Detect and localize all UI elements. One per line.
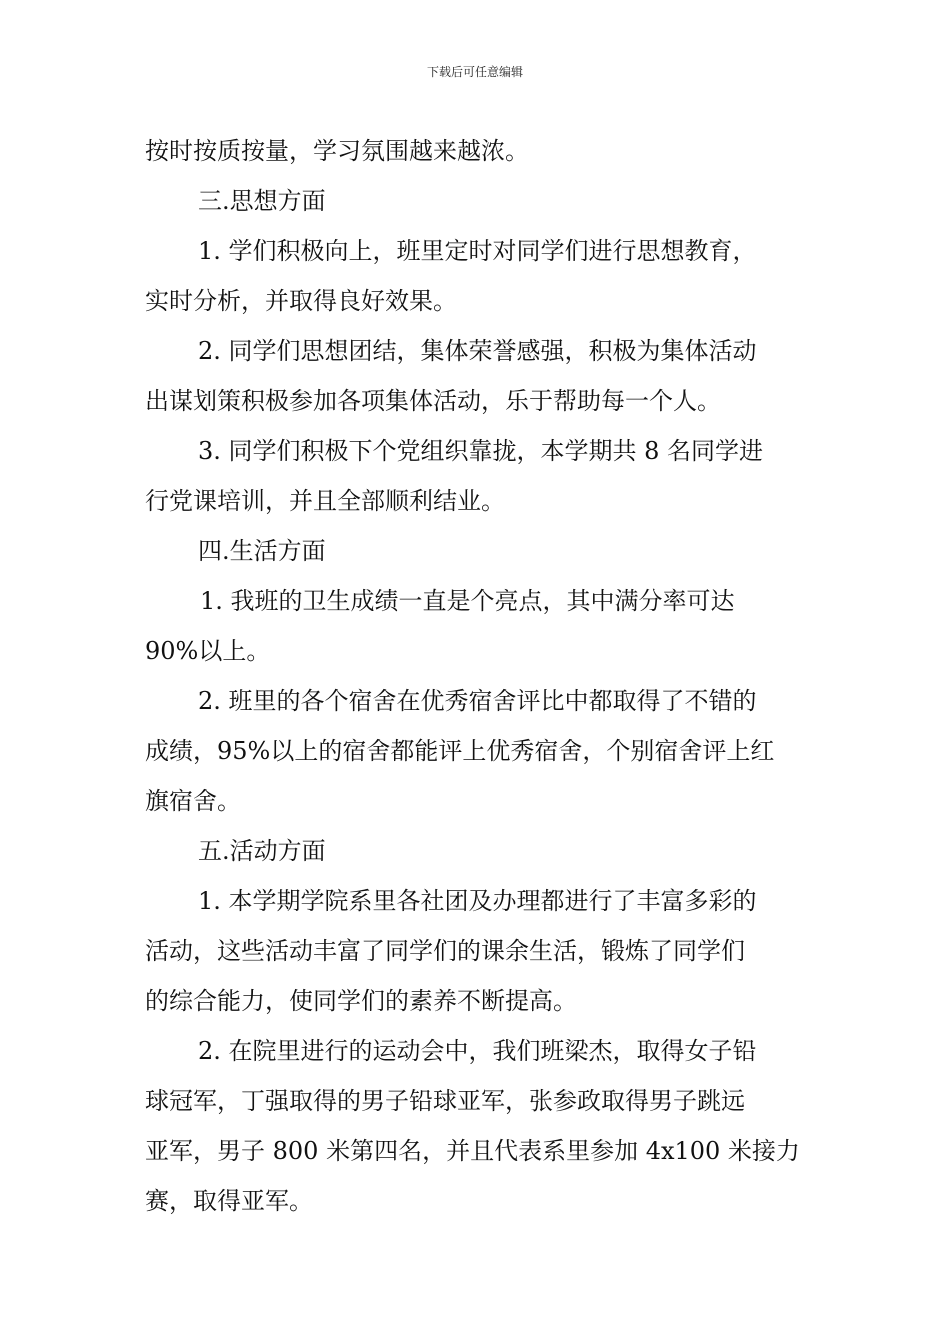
page-header: 下载后可任意编辑	[426, 65, 523, 79]
section-heading: 三.思想方面	[198, 187, 326, 215]
body-line: 赛，取得亚军。	[145, 1187, 313, 1215]
document-body	[145, 126, 807, 1226]
section-heading: 四.生活方面	[198, 537, 326, 565]
numbered-item: 1. 学们积极向上，班里定时对同学们进行思想教育，	[198, 237, 757, 265]
numbered-item: 1. 我班的卫生成绩一直是个亮点，其中满分率可达	[200, 587, 735, 615]
body-line: 出谋划策积极参加各项集体活动，乐于帮助每一个人。	[145, 387, 721, 415]
body-line: 球冠军，丁强取得的男子铅球亚军，张参政取得男子跳远	[145, 1087, 745, 1115]
numbered-item: 3. 同学们积极下个党组织靠拢，本学期共 8 名同学进	[198, 437, 764, 465]
body-line: 亚军，男子 800 米第四名，并且代表系里参加 4x100 米接力	[145, 1137, 800, 1165]
body-line: 行党课培训，并且全部顺利结业。	[145, 487, 505, 515]
body-line: 按时按质按量，学习氛围越来越浓。	[145, 137, 529, 165]
body-line: 实时分析，并取得良好效果。	[145, 287, 457, 315]
body-line: 的综合能力，使同学们的素养不断提高。	[145, 987, 577, 1015]
section-heading: 五.活动方面	[198, 837, 326, 865]
numbered-item: 2. 在院里进行的运动会中，我们班梁杰，取得女子铅	[198, 1037, 757, 1065]
numbered-item: 1. 本学期学院系里各社团及办理都进行了丰富多彩的	[198, 887, 757, 915]
body-line: 旗宿舍。	[145, 787, 241, 815]
body-line: 成绩，95%以上的宿舍都能评上优秀宿舍，个别宿舍评上红	[145, 737, 775, 765]
body-line: 90%以上。	[145, 637, 271, 665]
body-line: 活动，这些活动丰富了同学们的课余生活，锻炼了同学们	[145, 937, 745, 965]
numbered-item: 2. 班里的各个宿舍在优秀宿舍评比中都取得了不错的	[198, 687, 757, 715]
numbered-item: 2. 同学们思想团结，集体荣誉感强，积极为集体活动	[198, 337, 757, 365]
